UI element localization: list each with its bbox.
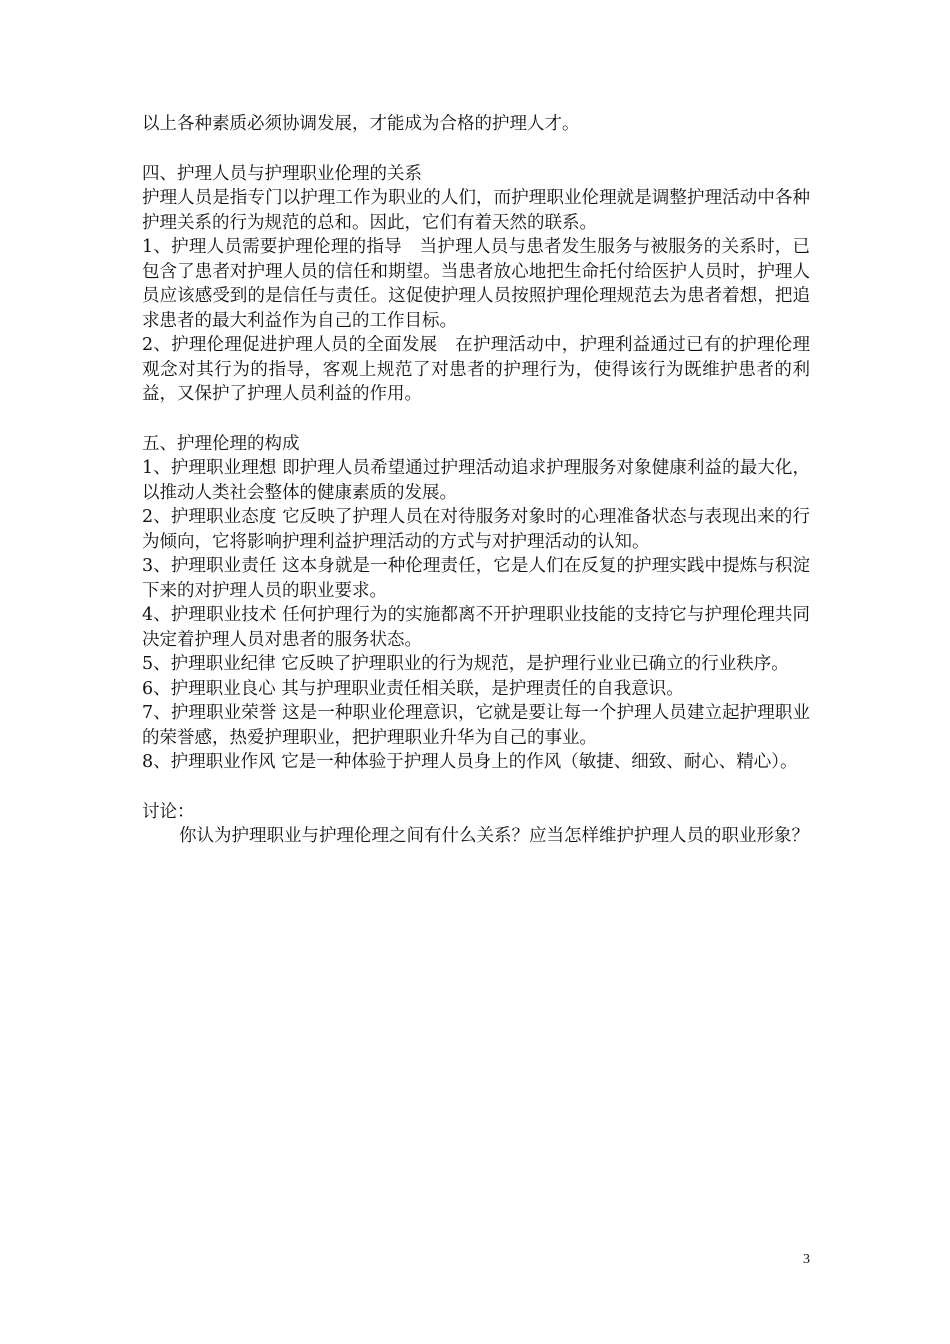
section5-item: 8、护理职业作风 它是一种体验于护理人员身上的作风（敏捷、细致、耐心、精心）。: [142, 752, 798, 772]
section4-heading: 四、护理人员与护理职业伦理的关系: [142, 163, 422, 184]
section4-item: 1、护理人员需要护理伦理的指导 当护理人员与患者发生服务与被服务的关系时，已包含了患者对护理人员的信任和期望。当患者放心地把生命托付给医护人员时，护理人员应该感受到的是信任与责任。这促使护理人员按照护理伦理规范去为患者着想，把追求患者的最大利益作为自己的工作目标。: [142, 237, 810, 331]
spacer: [142, 407, 810, 432]
section5-item: 2、护理职业态度 它反映了护理人员在对待服务对象时的心理准备状态与表现出来的行为倾向，它将影响护理利益护理活动的方式与对护理活动的认知。: [142, 507, 810, 552]
section4-item: 2、护理伦理促进护理人员的全面发展 在护理活动中，护理利益通过已有的护理伦理观念对其行为的指导，客观上规范了对患者的护理行为，使得该行为既维护患者的利益，又保护了护理人员利益的作用。: [142, 335, 810, 404]
spacer: [142, 775, 810, 800]
intro-line: 以上各种素质必须协调发展，才能成为合格的护理人才。: [142, 114, 580, 134]
discussion-label: 讨论：: [142, 801, 195, 822]
section4-paragraph: 护理人员是指专门以护理工作为职业的人们，而护理职业伦理就是调整护理活动中各种护理关系的行为规范的总和。因此，它们有着天然的联系。: [142, 188, 810, 233]
page-number: 3: [803, 1252, 810, 1267]
section5-item: 1、护理职业理想 即护理人员希望通过护理活动追求护理服务对象健康利益的最大化，以推动人类社会整体的健康素质的发展。: [142, 458, 810, 503]
section5-heading: 五、护理伦理的构成: [142, 433, 300, 454]
section5-item: 3、护理职业责任 这本身就是一种伦理责任，它是人们在反复的护理实践中提炼与积淀下来的对护理人员的职业要求。: [142, 556, 810, 601]
section5-item: 6、护理职业良心 其与护理职业责任相关联，是护理责任的自我意识。: [142, 678, 684, 699]
spacer: [142, 137, 810, 162]
discussion-question: 你认为护理职业与护理伦理之间有什么关系？应当怎样维护护理人员的职业形象？: [179, 826, 809, 846]
section5-item: 5、护理职业纪律 它反映了护理职业的行为规范，是护理行业业已确立的行业秩序。: [142, 654, 789, 674]
document-body: [142, 112, 810, 849]
section5-item: 4、护理职业技术 任何护理行为的实施都离不开护理职业技能的支持它与护理伦理共同决定着护理人员对患者的服务状态。: [142, 605, 810, 650]
section5-item: 7、护理职业荣誉 这是一种职业伦理意识，它就是要让每一个护理人员建立起护理职业的荣誉感，热爱护理职业，把护理职业升华为自己的事业。: [142, 703, 810, 748]
